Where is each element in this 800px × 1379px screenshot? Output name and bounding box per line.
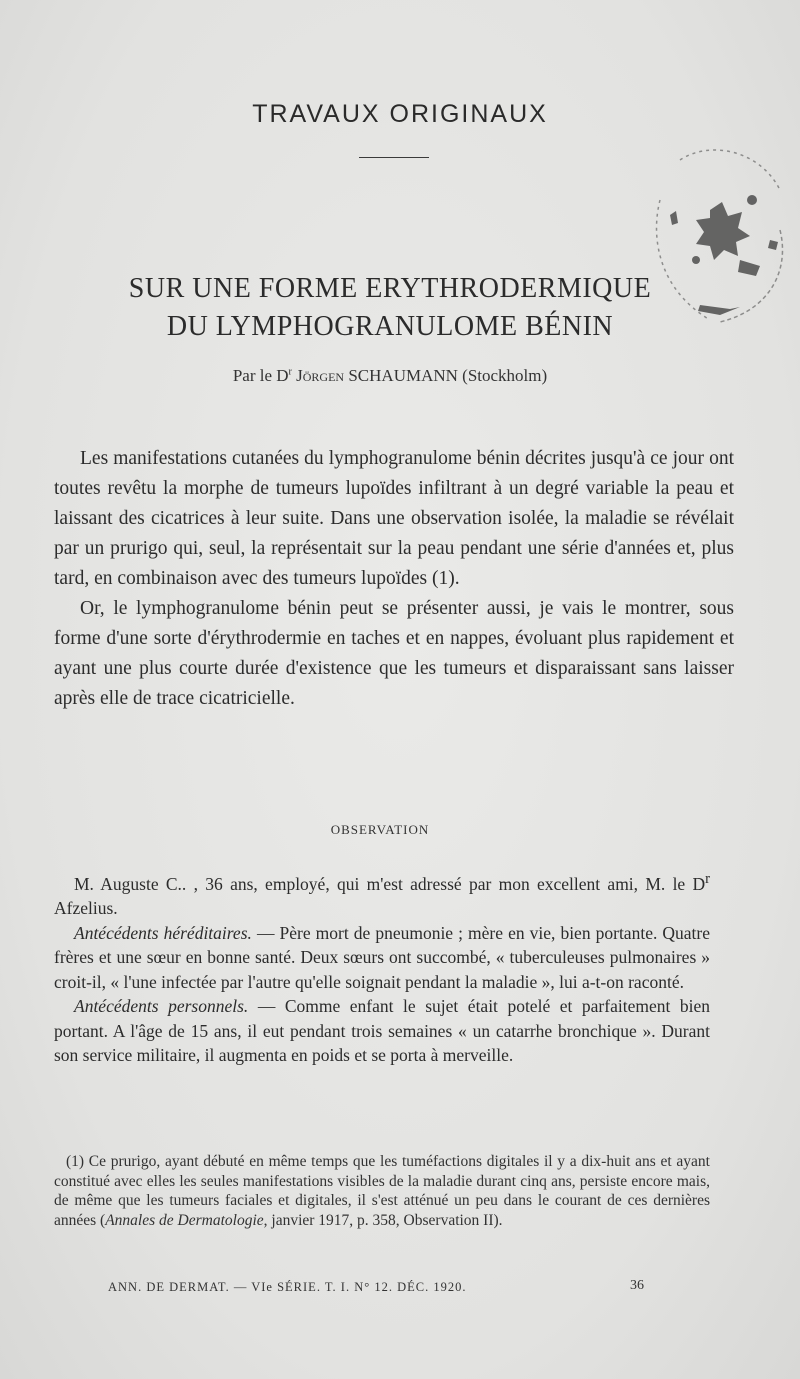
article-body xyxy=(54,444,734,714)
hereditary-label: Antécédents héréditaires. xyxy=(74,922,252,943)
page-number: 36 xyxy=(630,1278,644,1293)
article-title-line-2: DU LYMPHOGRANULOME BÉNIN xyxy=(166,311,614,342)
observation-intro xyxy=(54,867,710,921)
article-title-line-1: SUR UNE FORME ERYTHRODERMIQUE xyxy=(128,273,652,304)
observation-intro-sup: r xyxy=(705,871,710,887)
footnote-text-after: , janvier 1917, p. 358, Observation II). xyxy=(263,1211,503,1229)
observation-intro-end: Afzelius. xyxy=(54,898,118,919)
byline-prefix: Par le D xyxy=(232,366,289,385)
footnote-text-before: (1) Ce prurigo, ayant débuté en même temps que les tuméfactions digitales il y a dix-huit ans et ayant constitué avec elles les seules manifestations visibles de la maladie durant cinq ans, persiste encore mais, de même que les tumeurs faciales et digitales, il s'est atténué un peu dans le courant de ces dernières années ( xyxy=(54,1153,710,1229)
byline-sup: r xyxy=(288,366,292,378)
byline-last-name: SCHAUMANN xyxy=(348,366,458,385)
body-paragraph-1: Les manifestations cutanées du lymphogranulome bénin décrites jusqu'à ce jour ont toutes revêtu la morphe de tumeurs lupoïdes infiltrant à un degré variable la peau et laissant des cicatrices à leur suite. Dans une observation isolée, la maladie se révélait par un prurigo qui, seul, la représentait sur la peau pendant une série d'années et, plus tard, en combinaison avec des tumeurs lupoïdes (1). xyxy=(54,448,734,589)
footnote xyxy=(54,1152,710,1230)
observation-hereditary xyxy=(54,921,710,995)
byline xyxy=(0,366,780,386)
section-title: TRAVAUX ORIGINAUX xyxy=(252,100,548,128)
running-footer: ANN. DE DERMAT. — VIe SÉRIE. T. I. N° 12. DÉC. 1920. xyxy=(108,1280,467,1294)
observation-body xyxy=(54,867,710,1068)
hereditary-text: — Père mort de pneumonie ; mère en vie, bien portante. Quatre frères et une sœur en bonne santé. Deux sœurs ont succombé, « tuberculeuses pulmonaires » croit-il, « l'une infectée par l'autre qu'elle soignait pendant la maladie », lui a-t-on raconté. xyxy=(54,922,710,992)
observation-intro-text: M. Auguste C.. , 36 ans, employé, qui m'est adressé par mon excellent ami, M. le D xyxy=(74,873,706,894)
byline-first-name: Jörgen xyxy=(296,366,345,385)
observation-personal xyxy=(54,994,710,1068)
observation-heading: OBSERVATION xyxy=(330,822,430,837)
personal-text: — Comme enfant le sujet était potelé et parfaitement bien portant. A l'âge de 15 ans, il eut pendant trois semaines « un catarrhe bronchique ». Durant son service militaire, il augmenta en poids et se porta à merveille. xyxy=(54,996,710,1066)
footnote-journal: Annales de Dermatologie xyxy=(105,1211,264,1229)
byline-place: (Stockholm) xyxy=(462,366,548,385)
personal-label: Antécédents personnels. xyxy=(74,996,249,1017)
article-title xyxy=(0,270,780,346)
footnote-paragraph xyxy=(54,1152,710,1230)
body-paragraph-2: Or, le lymphogranulome bénin peut se présenter aussi, je vais le montrer, sous forme d'une sorte d'érythrodermie en taches et en nappes, évoluant plus rapidement et ayant une plus courte durée d'existence que les tumeurs et disparaissant sans laisser après elle de trace cicatricielle. xyxy=(54,598,734,709)
title-rule xyxy=(359,157,429,158)
